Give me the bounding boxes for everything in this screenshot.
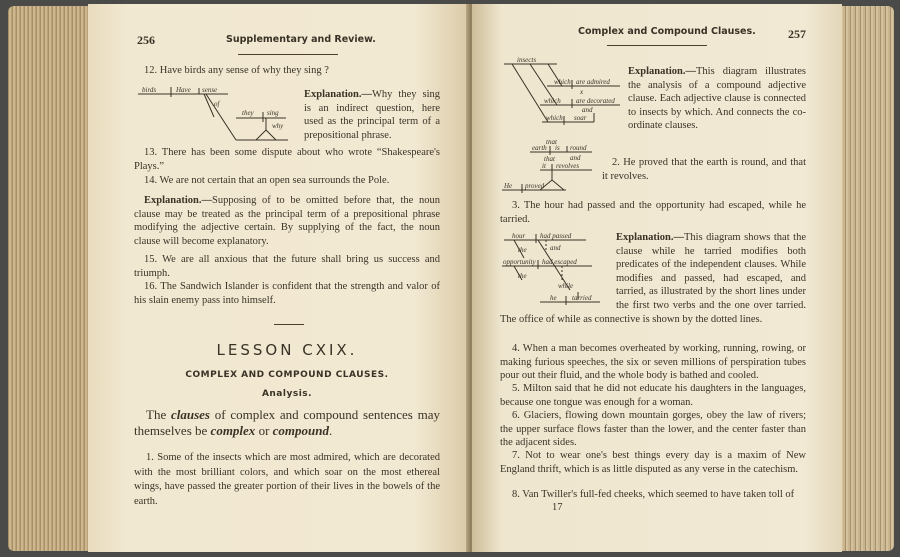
intro-emphasis: compound xyxy=(272,423,329,438)
item-13: 13. There has been some dispute about who wrote “Shakespeare's Plays.” xyxy=(134,147,440,172)
explanation-text: This diagram shows that the clause while he tarried modifies both predicates of the independent clauses. While modifies and passed, had escaped, and tarried, as illustrated by the short lines under the first two verbs and the one over tarried. The office of while as connective is shown by the dotted lines. xyxy=(500,232,806,325)
explanation-12 xyxy=(304,88,440,142)
lesson-subtitle: COMPLEX AND COMPOUND CLAUSES. xyxy=(185,370,389,380)
intro-text: of complex and compound sentences may themselves be xyxy=(134,407,441,438)
diagram-label: hour xyxy=(512,232,526,240)
header-rule xyxy=(238,54,338,55)
page-number: 257 xyxy=(788,27,806,41)
item-8: 8. Van Twiller's full-fed cheeks, which seemed to have taken toll of xyxy=(512,489,795,500)
signature-mark: 17 xyxy=(552,502,563,513)
diagram-label: which xyxy=(544,97,561,105)
running-head: Complex and Compound Clauses. xyxy=(578,26,756,37)
diagram-label: opportunity xyxy=(503,258,536,266)
page-block-right xyxy=(838,6,894,551)
explanation-heading: Explanation.— xyxy=(144,195,212,206)
diagram-label: tarried xyxy=(572,294,592,302)
page-block-left xyxy=(8,6,92,551)
diagram-label: had passed xyxy=(540,232,572,240)
intro-emphasis: complex xyxy=(210,423,256,438)
item-15: 15. We are all anxious that the future shall bring us success and triumph. xyxy=(134,254,440,279)
running-head: Supplementary and Review. xyxy=(226,34,376,45)
sentence-diagram-2 xyxy=(500,140,600,196)
lesson-title: LESSON CXIX. xyxy=(216,341,358,359)
diagram-label: soar xyxy=(574,114,587,122)
diagram-label: of xyxy=(214,100,220,108)
diagram-label: and xyxy=(570,154,581,162)
diagram-label: x xyxy=(580,88,584,96)
diagram-label: that xyxy=(546,140,557,146)
item-5: 5. Milton said that he did not educate his daughters in the languages, because one tongue was enough for a woman. xyxy=(500,383,806,408)
item-7: 7. Not to wear one's best things every day is a maxim of New England thrift, which is as little disputed as any verse in the catechism. xyxy=(500,450,806,475)
item-6: 6. Glaciers, flowing down mountain gorges, obey the law of rivers; the upper surface flows faster than the lower, and the center faster than the adjacent sides. xyxy=(500,410,806,449)
explanation-text: Why they sing is an indirect question, here used as the principal term of a prepositional phrase. xyxy=(304,89,440,141)
header-rule xyxy=(607,45,707,46)
intro-text: The xyxy=(146,407,171,422)
diagram-label: sense xyxy=(202,86,218,94)
diagram-label: and xyxy=(550,244,561,252)
item-2: 2. He proved that the earth is round, and that it revolves. xyxy=(602,157,806,182)
diagram-label: proved xyxy=(525,182,545,190)
explanation-text: Supposing of to be omitted before that, the noun clause may be treated as the principal term of a prepositional phrase modifying the adjective certain. By supplying of the fact, the noun clause will become explanatory. xyxy=(134,195,440,247)
diagram-label: sing xyxy=(267,109,279,117)
diagram-label: Have xyxy=(176,86,191,94)
right-page xyxy=(472,4,842,552)
diagram-spacer xyxy=(500,231,616,311)
explanation-3 xyxy=(500,231,806,326)
explanation-heading: Explanation.— xyxy=(616,232,684,243)
intro-text: or xyxy=(255,423,273,438)
diagram-label: why xyxy=(272,122,284,130)
item-4: 4. When a man becomes overheated by working, running, rowing, or making furious speeches, the six or seven millions of perspiration tubes pour out their fluid, and the whole body is bathed and cooled. xyxy=(500,343,806,382)
diagram-label: and xyxy=(582,106,593,114)
diagram-label: the xyxy=(518,246,527,254)
diagram-label: had escaped xyxy=(542,258,577,266)
item-1: 1. Some of the insects which are most admired, which are decorated with the most brilliant colors, and which soar on the most ethereal wings, have passed the greater portion of their lives in the bowels of the earth. xyxy=(134,452,440,507)
page-number: 256 xyxy=(137,33,155,47)
diagram-label: which xyxy=(546,114,563,122)
sentence-diagram-1 xyxy=(502,56,642,126)
explanation-14 xyxy=(134,194,440,248)
diagram-label: while xyxy=(558,282,574,290)
left-page xyxy=(88,4,472,552)
diagram-label: which xyxy=(554,78,571,86)
item-14: 14. We are not certain that an open sea surrounds the Pole. xyxy=(144,175,390,186)
explanation-heading: Explanation.— xyxy=(304,89,372,100)
diagram-label: is xyxy=(555,144,560,152)
diagram-label: are decorated xyxy=(576,97,615,105)
explanation-1 xyxy=(628,65,806,133)
intro-text: . xyxy=(329,423,333,438)
section-heading: Analysis. xyxy=(261,389,313,399)
item-16: 16. The Sandwich Islander is confident that the strength and valor of his slain enemy pass into himself. xyxy=(134,281,440,306)
ornament-rule xyxy=(274,324,304,325)
diagram-label: it xyxy=(542,162,546,170)
item-12: 12. Have birds any sense of why they sing ? xyxy=(144,65,329,76)
intro-emphasis: clauses xyxy=(170,407,210,422)
lesson-intro xyxy=(134,407,440,439)
diagram-label: he xyxy=(550,294,557,302)
sentence-diagram-12 xyxy=(136,82,296,142)
diagram-label: He xyxy=(504,182,513,190)
diagram-label: insects xyxy=(517,56,537,64)
explanation-heading: Explanation.— xyxy=(628,66,696,77)
diagram-label: earth xyxy=(532,144,547,152)
diagram-label: that xyxy=(544,155,555,163)
diagram-label: birds xyxy=(142,86,157,94)
item-3: 3. The hour had passed and the opportunity had escaped, while he tarried. xyxy=(500,200,806,225)
explanation-text: This diagram illustrates the analysis of a compound adjective clause. Each adjective clause is connected to insects by which. And connects the co-ordinate clauses. xyxy=(628,66,806,132)
diagram-label: revolves xyxy=(556,162,580,170)
diagram-label: are admired xyxy=(576,78,610,86)
diagram-label: the xyxy=(518,272,527,280)
diagram-label: they xyxy=(242,109,254,117)
diagram-label: round xyxy=(570,144,587,152)
